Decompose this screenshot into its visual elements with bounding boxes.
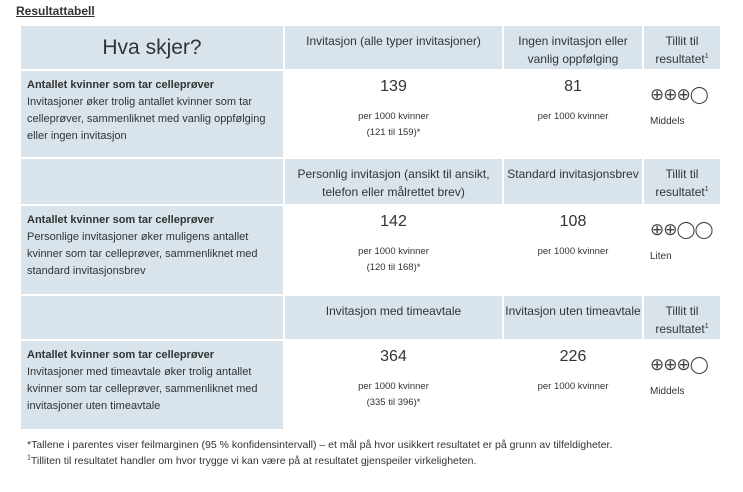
value-number: 139 <box>380 78 407 95</box>
outcome-description <box>20 340 284 430</box>
value-number: 364 <box>380 348 407 365</box>
value-number: 81 <box>564 78 582 95</box>
result-value-intervention <box>284 205 503 295</box>
value-unit: per 1000 kvinner <box>537 381 609 392</box>
value-number: 108 <box>559 213 587 230</box>
outcome-title: Antallet kvinner som tar celleprøver <box>27 79 215 91</box>
value-number: 142 <box>380 213 407 230</box>
certainty-symbols-icon: ⊕⊕⊕◯ <box>650 355 708 375</box>
certainty-label: Middels <box>650 386 685 397</box>
footnote-marker: 1 <box>27 454 31 462</box>
result-value-intervention <box>284 340 503 430</box>
column-heading-without-appointment: Invitasjon uten timeavtale <box>503 295 643 340</box>
main-question-heading: Hva skjer? <box>20 25 284 70</box>
header-row-3 <box>20 295 721 340</box>
result-value-comparison <box>503 70 643 158</box>
footnote-certainty <box>27 453 714 469</box>
footnote-confidence-interval: *Tallene i parentes viser feilmarginen (95 % konfidensintervall) – et mål på hvor usikkert resultatet er på grunn av tilfeldigheter. <box>27 439 613 451</box>
footnote-marker: 1 <box>704 53 709 60</box>
value-unit: per 1000 kvinner <box>537 111 609 122</box>
result-row-3 <box>20 340 721 430</box>
result-value-comparison <box>503 205 643 295</box>
header-row-2 <box>20 158 721 205</box>
value-unit: per 1000 kvinner <box>537 246 609 257</box>
result-row-1 <box>20 70 721 158</box>
certainty-rating <box>643 340 721 430</box>
value-unit: per 1000 kvinner <box>358 111 429 122</box>
certainty-rating <box>643 205 721 295</box>
certainty-symbols-icon: ⊕⊕◯◯ <box>650 220 713 240</box>
footnote-marker: 1 <box>704 186 709 193</box>
result-row-2 <box>20 205 721 295</box>
results-table <box>19 24 722 475</box>
result-value-intervention <box>284 70 503 158</box>
header-blank-cell <box>20 295 284 340</box>
confidence-interval: (120 til 168)* <box>366 262 421 273</box>
certainty-label: Liten <box>650 251 672 262</box>
certainty-heading-text: Tillit til resultatet <box>655 304 705 336</box>
footnote-marker: 1 <box>704 323 709 330</box>
outcome-description <box>20 205 284 295</box>
outcome-title: Antallet kvinner som tar celleprøver <box>27 349 215 361</box>
certainty-heading-text: Tillit til resultatet <box>655 34 705 66</box>
certainty-symbols-icon: ⊕⊕⊕◯ <box>650 85 708 105</box>
certainty-rating <box>643 70 721 158</box>
value-unit: per 1000 kvinner <box>358 246 429 257</box>
certainty-heading-text: Tillit til resultatet <box>655 167 705 199</box>
value-unit: per 1000 kvinner <box>358 381 429 392</box>
column-heading-no-invitation: Ingen invitasjon eller vanlig oppfølging <box>503 25 643 70</box>
header-blank-cell <box>20 158 284 205</box>
footnote-certainty-text: Tilliten til resultatet handler om hvor trygge vi kan være på at resultatet gjenspeiler virkeligheten. <box>30 455 477 467</box>
certainty-label: Middels <box>650 116 685 127</box>
column-heading-invitation: Invitasjon (alle typer invitasjoner) <box>284 25 503 70</box>
column-heading-with-appointment: Invitasjon med timeavtale <box>284 295 503 340</box>
column-heading-certainty <box>643 25 721 70</box>
confidence-interval: (335 til 396)* <box>366 397 421 408</box>
column-heading-certainty <box>643 158 721 205</box>
outcome-text: Personlige invitasjoner øker muligens antallet kvinner som tar celleprøver, sammenliknet med standard invitasjonsbrev <box>27 231 258 277</box>
outcome-text: Invitasjoner øker trolig antallet kvinner som tar celleprøver, sammenliknet med vanlig oppfølging eller ingen invitasjon <box>27 96 266 142</box>
document-title: Resultattabell <box>16 4 95 18</box>
column-heading-certainty <box>643 295 721 340</box>
confidence-interval: (121 til 159)* <box>366 127 421 138</box>
outcome-title: Antallet kvinner som tar celleprøver <box>27 214 215 226</box>
column-heading-standard-letter: Standard invitasjonsbrev <box>503 158 643 205</box>
value-number: 226 <box>559 348 587 365</box>
footnotes-row <box>20 430 721 474</box>
footnotes <box>20 430 721 474</box>
result-value-comparison <box>503 340 643 430</box>
header-row-1 <box>20 25 721 70</box>
outcome-description <box>20 70 284 158</box>
column-heading-personal-invitation: Personlig invitasjon (ansikt til ansikt, telefon eller målrettet brev) <box>284 158 503 205</box>
outcome-text: Invitasjoner med timeavtale øker trolig antallet kvinner som tar celleprøver, sammenliknet med invitasjoner uten timeavtale <box>27 366 258 412</box>
